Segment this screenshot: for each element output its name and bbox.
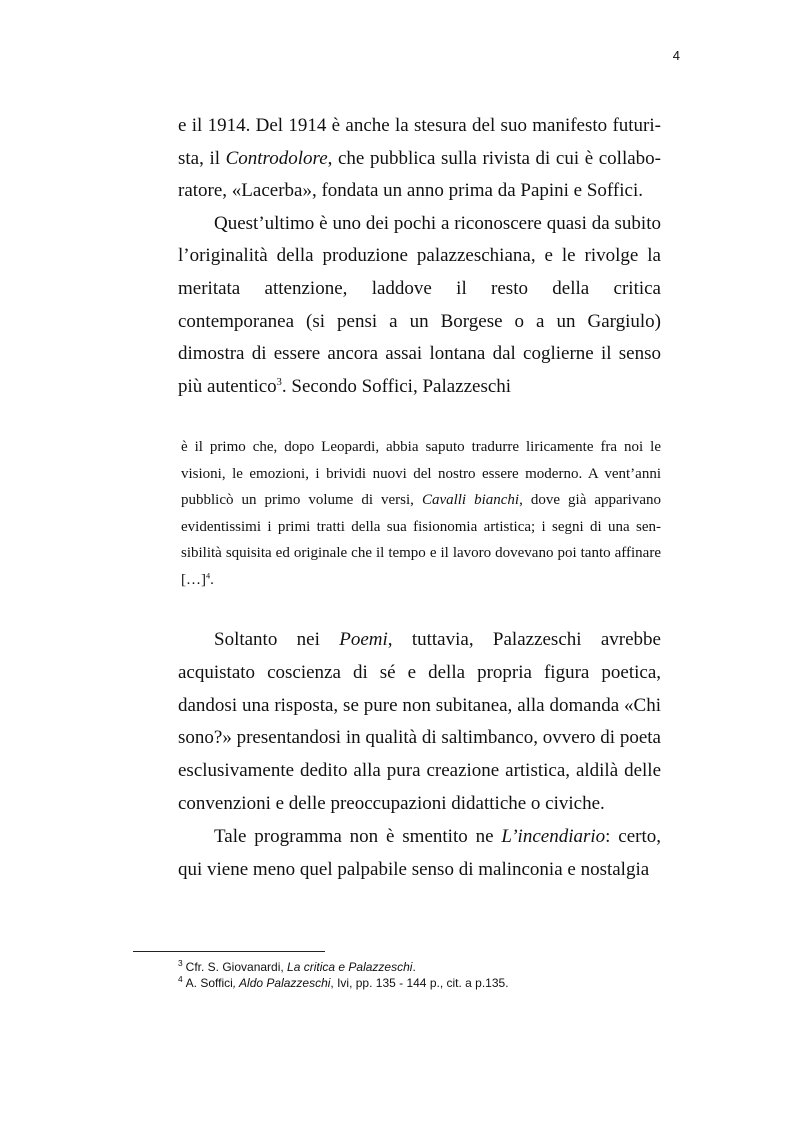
paragraph-3: Soltanto nei Poemi, tuttavia, Palazzeschi avrebbe acquistato coscienza di sé e della propria figura poetica, dandosi una risposta, se pure non subitanea, alla domanda «Chi sono?» presentandosi in qualità di saltimbanco, ovvero di poeta esclusivamente dedito alla pura creazione artistica, aldilà delle convenzioni e delle preoccupazioni didattiche o civiche.	[178, 629, 661, 814]
footnote-ref-3[interactable]: 3	[276, 376, 282, 388]
paragraph-2: Quest’ultimo è uno dei pochi a riconoscere quasi da subito l’originalità della produzione palazzeschiana, e le rivolge la meritata attenzione, laddove il resto della critica contemporanea (si pensi a un Borgese o a un Gargiulo) dimostra di essere ancora assai lontana dal coglierne il senso più autentico$^3$. Secondo Soffici, Palazzeschi	[178, 212, 661, 397]
paragraph-1: e il 1914. Del 1914 è anche la stesura del suo manifesto futurista, il Controdolore, che pubblica sulla rivista di cui è collaboratore, «Lacerba», fondata un anno prima da Papini e Soffici.	[178, 115, 661, 202]
footnote-ref-4[interactable]: 4	[206, 571, 211, 581]
footnote-3: $^3$ Cfr. S. Giovanardi, La critica e Palazzeschi.	[178, 958, 416, 974]
footnotes	[178, 959, 661, 991]
quote-text: è il primo che, dopo Leopardi, abbia saputo tradurre liricamente fra noi le visioni, le emozioni, i brividi nuovi del nostro essere moderno. A vent’anni pubblicò un primo volume di versi, Cavalli bianchi, dove già apparivano evidentissimi i primi tratti della sua fisionomia artistica; i segni di una sensibilità squisita ed originale che il tempo e il lavoro dovevano poi tanto affinare […]$^4$.	[181, 439, 661, 588]
footnote-separator	[133, 951, 325, 952]
footnote-4: $^4$ A. Soffici, Aldo Palazzeschi, Ivi, pp. 135 - 144 p., cit. a p.135.	[178, 974, 509, 990]
page-number: 4	[672, 48, 680, 63]
paragraph-4: Tale programma non è smentito ne L’incendiario: certo, qui viene meno quel palpabile senso di malinconia e nostalgia	[178, 825, 661, 880]
body-text-lower	[178, 624, 661, 886]
block-quote	[181, 434, 661, 593]
body-text-upper	[178, 110, 661, 403]
